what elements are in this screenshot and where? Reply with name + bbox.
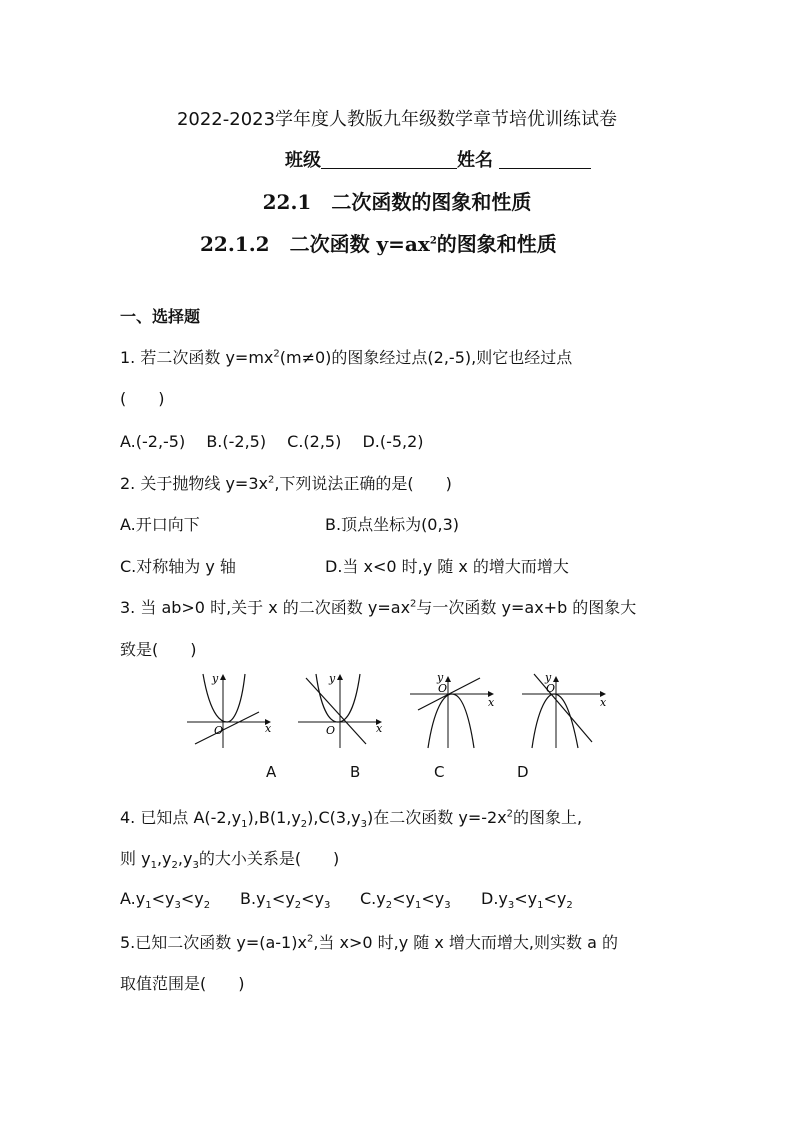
question-4-option-b: $B.y_1<y_2<y_3$ xyxy=(240,889,331,912)
question-1-bracket: ( ) xyxy=(120,389,165,408)
question-4-option-c: $C.y_2<y_1<y_3$ xyxy=(360,889,451,912)
graph-label-a: A xyxy=(266,763,277,781)
question-2-option-a: A.开口向下 xyxy=(120,515,200,534)
student-info xyxy=(285,146,591,172)
question-4-line2: 则 $y_1,y_2,y_3$的大小关系是( ) xyxy=(120,849,340,872)
graph-label-b: B xyxy=(350,763,361,781)
question-5: 5.已知二次函数 $y=(a-1)x^2$,当 x>0 时,y 随 x 增大而增大,则实数 a 的 xyxy=(120,933,618,952)
name-label: 姓名 xyxy=(457,150,493,171)
question-1-options: A.(-2,-5) B.(-2,5) C.(2,5) D.(-5,2) xyxy=(120,432,424,451)
svg-text:O: O xyxy=(214,724,224,737)
svg-text:x: x xyxy=(488,696,495,709)
question-4-option-d: $D.y_3<y_1<y_2$ xyxy=(481,889,573,912)
part-title: 一、选择题 xyxy=(120,307,201,326)
name-blank[interactable] xyxy=(499,148,591,169)
question-4: 4. 已知点 $A(-2,y_1),B(1,y_2),C(3,y_3)$在二次函数 $y=-2x^2$的图象上, xyxy=(120,808,583,831)
svg-text:O: O xyxy=(438,682,448,695)
class-blank[interactable] xyxy=(321,148,457,169)
svg-text:x: x xyxy=(265,722,272,735)
graph-label-d: D xyxy=(517,763,529,781)
question-5-line2: 取值范围是( ) xyxy=(120,974,245,993)
question-3-line2: 致是( ) xyxy=(120,640,197,659)
svg-text:O: O xyxy=(326,724,336,737)
svg-text:y: y xyxy=(329,672,336,685)
svg-text:y: y xyxy=(545,671,552,684)
graph-b xyxy=(296,670,391,750)
subsection-heading: 22.1.2 二次函数 $y=ax^2$的图象和性质 xyxy=(200,232,557,256)
question-3: 3. 当 ab>0 时,关于 x 的二次函数 $y=ax^2$与一次函数 y=ax+b 的图象大 xyxy=(120,598,637,617)
question-2-option-b: B.顶点坐标为(0,3) xyxy=(325,515,459,534)
question-2: 2. 关于抛物线 $y=3x^2$,下列说法正确的是( ) xyxy=(120,474,452,493)
question-1: 1. 若二次函数 $y=mx^2(m\ne 0)$的图象经过点(2,-5),则它也经过点 xyxy=(120,348,573,367)
graph-label-c: C xyxy=(434,763,445,781)
question-2-option-c: C.对称轴为 y 轴 xyxy=(120,557,236,576)
svg-text:O: O xyxy=(546,682,556,695)
paper-title: 2022-2023学年度人教版九年级数学章节培优训练试卷 xyxy=(176,109,618,130)
svg-text:x: x xyxy=(600,696,607,709)
class-label: 班级 xyxy=(285,150,321,171)
svg-text:x: x xyxy=(376,722,383,735)
graph-c xyxy=(408,670,503,750)
svg-text:y: y xyxy=(437,671,444,684)
question-2-option-d: D.当 x<0 时,y 随 x 的增大而增大 xyxy=(325,557,569,576)
question-4-option-a: $A.y_1<y_3<y_2$ xyxy=(120,889,211,912)
svg-text:y: y xyxy=(212,672,219,685)
graph-d xyxy=(520,670,615,750)
chapter-heading: 22.1 二次函数的图象和性质 xyxy=(262,190,532,214)
graph-a xyxy=(185,670,280,750)
